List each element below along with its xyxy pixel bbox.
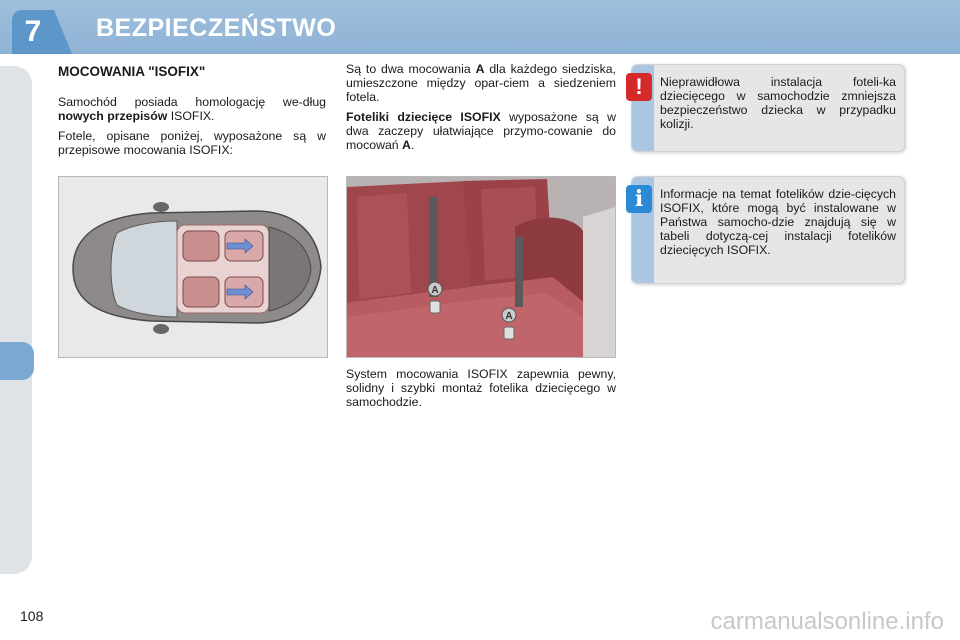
warning-notice bbox=[631, 64, 905, 152]
info-notice-text: Informacje na temat fotelików dzie-cięcych ISOFIX, które mogą być instalowane w Państwa samocho-dzie znajdują się w tabeli dotyczą-cej instalacji fotelików dziecięcych ISOFIX. bbox=[660, 187, 896, 257]
isofix-seats-paragraph bbox=[346, 110, 616, 152]
anchors-text-pre: Są to dwa mocowania bbox=[346, 62, 476, 76]
isofix-seats-end: . bbox=[410, 138, 415, 152]
homologation-paragraph bbox=[58, 95, 326, 123]
column-middle bbox=[346, 62, 616, 158]
homologation-text-post: ISOFIX. bbox=[167, 109, 215, 123]
chapter-number: 7 bbox=[24, 15, 42, 48]
anchor-a-marker-left: A bbox=[431, 285, 439, 296]
car-top-view-illustration bbox=[59, 177, 327, 357]
exclamation-icon: ! bbox=[626, 73, 652, 101]
isofix-seats-bold: Foteliki dziecięce ISOFIX bbox=[346, 110, 501, 124]
column-left bbox=[58, 64, 326, 163]
warning-notice-text: Nieprawidłowa instalacja foteli-ka dziecięcego w samochodzie zmniejsza bezpieczeństwo dziecka w przypadku kolizji. bbox=[660, 75, 896, 131]
chapter-number-tab bbox=[12, 10, 54, 54]
page-number: 108 bbox=[20, 608, 44, 624]
rear-seat-figure bbox=[346, 176, 616, 358]
homologation-text-pre: Samochód posiada homologację we-dług bbox=[58, 95, 326, 109]
side-rail bbox=[0, 66, 32, 574]
car-top-view-figure bbox=[58, 176, 328, 358]
anchor-a-label-2: A bbox=[402, 138, 411, 152]
info-notice bbox=[631, 176, 905, 284]
seats-paragraph: Fotele, opisane poniżej, wyposażone są w przepisowe mocowania ISOFIX: bbox=[58, 129, 326, 157]
section-heading: MOCOWANIA "ISOFIX" bbox=[58, 64, 206, 79]
watermark: carmanualsonline.info bbox=[710, 608, 944, 635]
anchor-a-marker-right: A bbox=[505, 311, 513, 322]
info-icon: i bbox=[626, 185, 652, 213]
isofix-seats-text: wyposażone są w dwa zaczepy ułatwiające przymo-cowanie do mocowań bbox=[346, 110, 616, 152]
chapter-side-marker bbox=[0, 342, 34, 380]
anchors-paragraph bbox=[346, 62, 616, 104]
anchor-a-label: A bbox=[475, 62, 485, 76]
anchors-text-post: dla każdego siedziska, umieszczone między opar-ciem a siedzeniem fotela. bbox=[346, 62, 616, 104]
figure-caption: System mocowania ISOFIX zapewnia pewny, solidny i szybki montaż fotelika dziecięcego w samochodzie. bbox=[346, 367, 616, 409]
homologation-text-bold: nowych przepisów bbox=[58, 109, 168, 123]
rear-seat-illustration bbox=[347, 177, 615, 357]
page-title: BEZPIECZEŃSTWO bbox=[96, 14, 337, 42]
